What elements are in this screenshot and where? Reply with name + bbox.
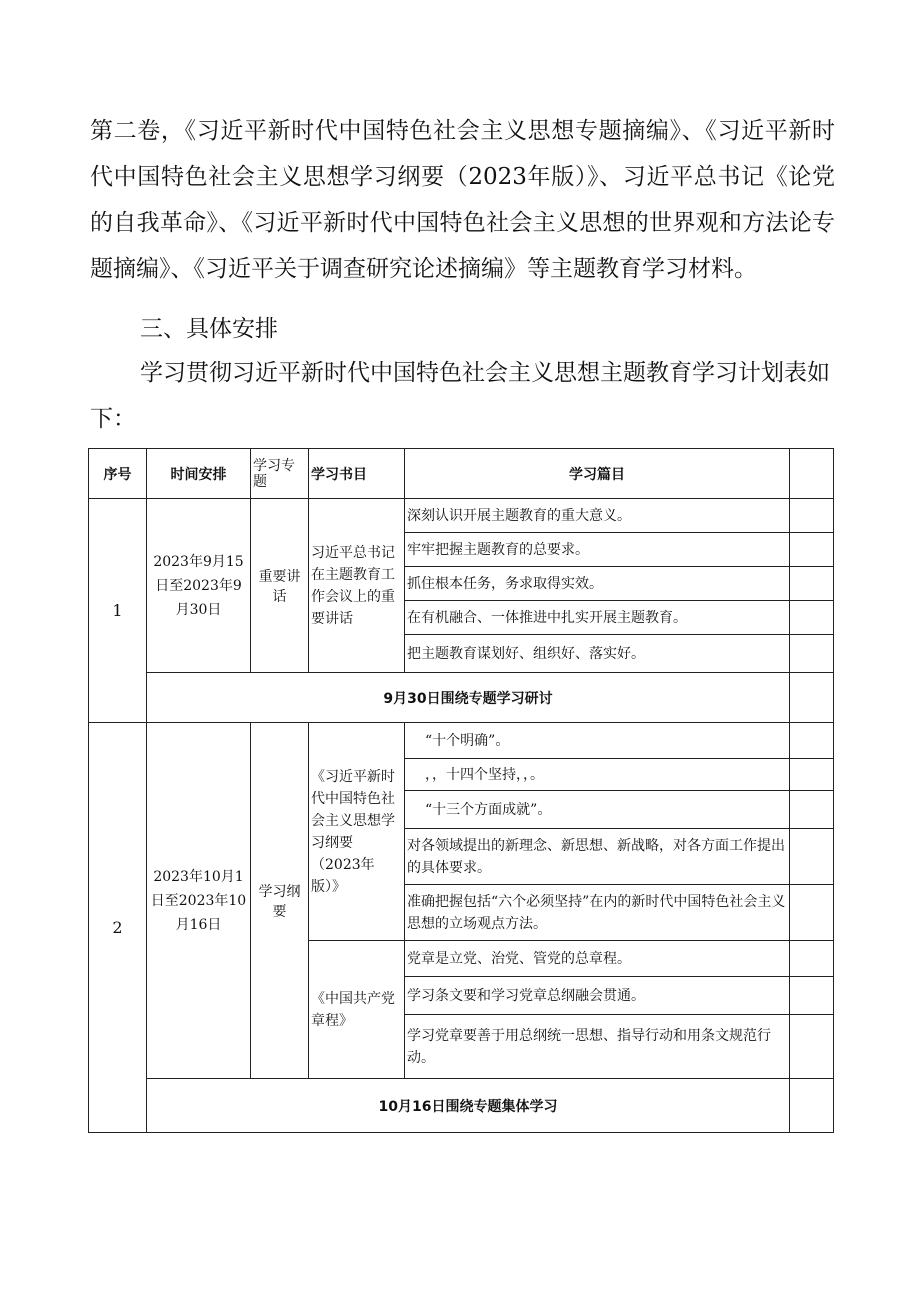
row-time: 2023年10月1日至2023年10月16日 — [147, 723, 251, 1079]
extra-cell — [790, 791, 834, 829]
chapter-item: 学习条文要和学习党章总纲融会贯通。 — [405, 977, 790, 1015]
row-book: 《习近平新时代中国特色社会主义思想学习纲要（2023年版）》 — [309, 723, 405, 941]
extra-cell — [790, 829, 834, 885]
extra-cell — [790, 1079, 834, 1133]
chapter-item: 深刻认识开展主题教育的重大意义。 — [405, 499, 790, 533]
extra-cell — [790, 977, 834, 1015]
summary-text: 9月30日围绕专题学习研讨 — [147, 673, 790, 723]
row-topic: 学习纲要 — [251, 723, 309, 1079]
summary-text: 10月16日围绕专题集体学习 — [147, 1079, 790, 1133]
header-no: 序号 — [89, 449, 147, 499]
chapter-item: 对各领域提出的新理念、新思想、新战略，对各方面工作提出的具体要求。 — [405, 829, 790, 885]
extra-cell — [790, 533, 834, 567]
extra-cell — [790, 499, 834, 533]
header-extra — [790, 449, 834, 499]
intro-paragraph: 第二卷，《习近平新时代中国特色社会主义思想专题摘编》、《习近平新时代中国特色社会主义思想学习纲要（2023年版）》、习近平总书记《论党的自我革命》、《习近平新时代中国特色社会主义思想的世界观和方法论专题摘编》、《习近平关于调查研究论述摘编》等主题教育学习材料。 — [90, 118, 835, 282]
extra-cell — [790, 635, 834, 673]
extra-cell — [790, 1015, 834, 1079]
chapter-item: 准确把握包括“六个必须坚持”在内的新时代中国特色社会主义思想的立场观点方法。 — [405, 885, 790, 941]
row-book: 习近平总书记在主题教育工作会议上的重要讲话 — [309, 499, 405, 673]
table-row — [89, 499, 834, 533]
extra-cell — [790, 941, 834, 977]
header-time: 时间安排 — [147, 449, 251, 499]
extra-cell — [790, 567, 834, 601]
chapter-item: ，，十四个坚持，，。 — [405, 759, 790, 791]
extra-cell — [790, 723, 834, 759]
row-number: 2 — [89, 723, 147, 1133]
study-plan-table — [88, 448, 834, 1133]
header-book: 学习书目 — [309, 449, 405, 499]
plan-intro-paragraph: 学习贯彻习近平新时代中国特色社会主义思想主题教育学习计划表如下： — [90, 360, 830, 432]
chapter-item: 牢牢把握主题教育的总要求。 — [405, 533, 790, 567]
summary-row — [89, 1079, 834, 1133]
row-book: 《中国共产党章程》 — [309, 941, 405, 1079]
chapter-item: 在有机融合、一体推进中扎实开展主题教育。 — [405, 601, 790, 635]
row-topic: 重要讲话 — [251, 499, 309, 673]
chapter-item: 抓住根本任务，务求取得实效。 — [405, 567, 790, 601]
extra-cell — [790, 601, 834, 635]
extra-cell — [790, 759, 834, 791]
extra-cell — [790, 885, 834, 941]
chapter-item: 党章是立党、治党、管党的总章程。 — [405, 941, 790, 977]
summary-row — [89, 673, 834, 723]
chapter-item: “十个明确”。 — [405, 723, 790, 759]
header-chapters: 学习篇目 — [405, 449, 790, 499]
row-time: 2023年9月15日至2023年9月30日 — [147, 499, 251, 673]
chapter-item: 把主题教育谋划好、组织好、落实好。 — [405, 635, 790, 673]
header-topic: 学习专题 — [251, 449, 309, 499]
row-number: 1 — [89, 499, 147, 723]
table-row — [89, 723, 834, 759]
chapter-item: “十三个方面成就”。 — [405, 791, 790, 829]
table-header-row — [89, 449, 834, 499]
section-heading: 三、具体安排 — [140, 316, 278, 342]
chapter-item: 学习党章要善于用总纲统一思想、指导行动和用条文规范行动。 — [405, 1015, 790, 1079]
extra-cell — [790, 673, 834, 723]
